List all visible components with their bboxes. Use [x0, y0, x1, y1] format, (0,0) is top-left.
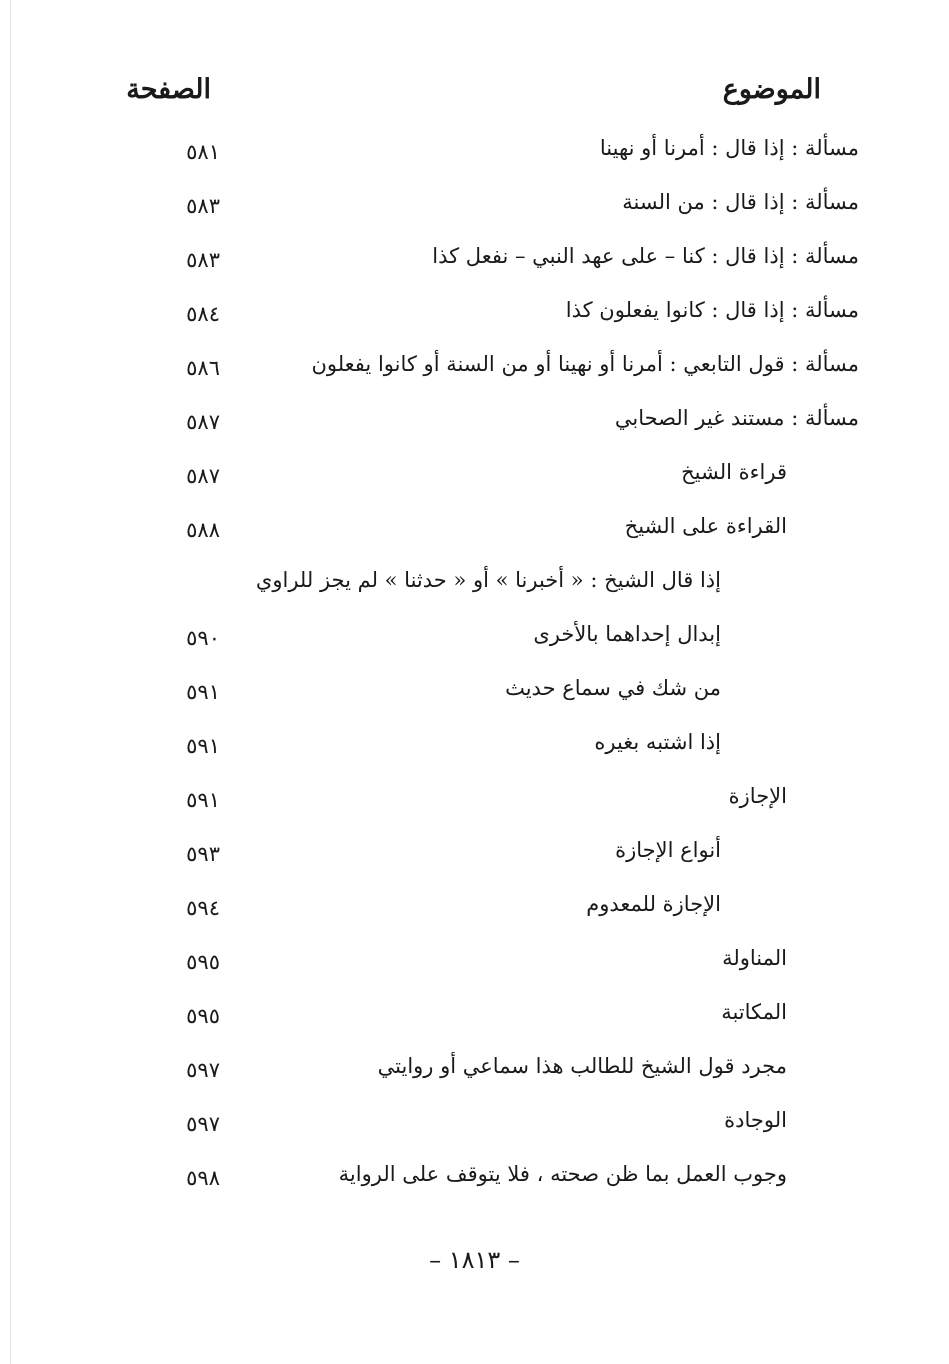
- toc-entry-title: المناولة: [722, 946, 787, 970]
- toc-entry-page: ٥٩١: [186, 680, 220, 704]
- toc-row: [0, 994, 949, 1048]
- toc-entry-page: ٥٨٦: [186, 356, 220, 380]
- toc-entry-title: من شك في سماع حديث: [505, 676, 721, 700]
- toc-entry-page: ٥٩٥: [186, 950, 220, 974]
- toc-row: [0, 724, 949, 778]
- toc-row: [0, 616, 949, 670]
- toc-row: [0, 1102, 949, 1156]
- toc-entry-title: مسألة : إذا قال : كانوا يفعلون كذا: [565, 298, 859, 322]
- toc-entry-title: وجوب العمل بما ظن صحته ، فلا يتوقف على الرواية: [338, 1162, 787, 1186]
- toc-entry-page: ٥٩٨: [186, 1166, 220, 1190]
- toc-entry-title: مسألة : إذا قال : أمرنا أو نهينا: [599, 136, 859, 160]
- toc-entry-title: أنواع الإجازة: [615, 838, 721, 862]
- toc-entry-page: ٥٨٧: [186, 410, 220, 434]
- topic-column-header: الموضوع: [722, 74, 821, 105]
- toc-row: [0, 454, 949, 508]
- toc-row: [0, 886, 949, 940]
- table-of-contents: [0, 130, 949, 1210]
- toc-row: [0, 292, 949, 346]
- toc-entry-title: المكاتبة: [721, 1000, 787, 1024]
- toc-entry-page: ٥٨٤: [186, 302, 220, 326]
- toc-entry-page: ٥٨٨: [186, 518, 220, 542]
- toc-entry-title: إبدال إحداهما بالأخرى: [533, 622, 721, 646]
- toc-row: [0, 832, 949, 886]
- toc-entry-title: الإجازة للمعدوم: [586, 892, 721, 916]
- toc-entry-title: القراءة على الشيخ: [624, 514, 787, 538]
- page-column-header: الصفحة: [126, 74, 211, 105]
- toc-entry-title: مجرد قول الشيخ للطالب هذا سماعي أو روايتي: [377, 1054, 787, 1078]
- toc-row: [0, 346, 949, 400]
- toc-entry-page: ٥٩١: [186, 788, 220, 812]
- toc-entry-page: ٥٨٣: [186, 248, 220, 272]
- toc-entry-page: ٥٨١: [186, 140, 220, 164]
- toc-entry-page: ٥٩١: [186, 734, 220, 758]
- toc-entry-title: إذا قال الشيخ : « أخبرنا » أو « حدثنا » لم يجز للراوي: [255, 568, 721, 592]
- toc-row: [0, 940, 949, 994]
- toc-row: [0, 238, 949, 292]
- toc-row: [0, 400, 949, 454]
- toc-row: [0, 508, 949, 562]
- toc-entry-page: ٥٨٧: [186, 464, 220, 488]
- toc-entry-page: ٥٩٣: [186, 842, 220, 866]
- toc-entry-page: ٥٩٧: [186, 1058, 220, 1082]
- toc-entry-page: ٥٨٣: [186, 194, 220, 218]
- toc-row: [0, 1048, 949, 1102]
- toc-entry-page: ٥٩٥: [186, 1004, 220, 1028]
- toc-entry-title: مسألة : إذا قال : كنا – على عهد النبي – نفعل كذا: [432, 244, 859, 268]
- page-number-footer: – ١٨١٣ –: [429, 1246, 520, 1274]
- toc-entry-page: ٥٩٠: [186, 626, 220, 650]
- toc-entry-title: إذا اشتبه بغيره: [594, 730, 721, 754]
- toc-row: [0, 184, 949, 238]
- toc-row: [0, 130, 949, 184]
- toc-entry-page: ٥٩٤: [186, 896, 220, 920]
- toc-entry-title: الوجادة: [724, 1108, 787, 1132]
- toc-row: [0, 670, 949, 724]
- toc-entry-title: قراءة الشيخ: [681, 460, 787, 484]
- toc-row: [0, 778, 949, 832]
- toc-entry-title: مسألة : مستند غير الصحابي: [614, 406, 859, 430]
- toc-row: [0, 1156, 949, 1210]
- toc-entry-title: مسألة : إذا قال : من السنة: [622, 190, 859, 214]
- toc-row: [0, 562, 949, 616]
- toc-entry-page: ٥٩٧: [186, 1112, 220, 1136]
- toc-entry-title: الإجازة: [728, 784, 787, 808]
- toc-entry-title: مسألة : قول التابعي : أمرنا أو نهينا أو من السنة أو كانوا يفعلون: [311, 352, 859, 376]
